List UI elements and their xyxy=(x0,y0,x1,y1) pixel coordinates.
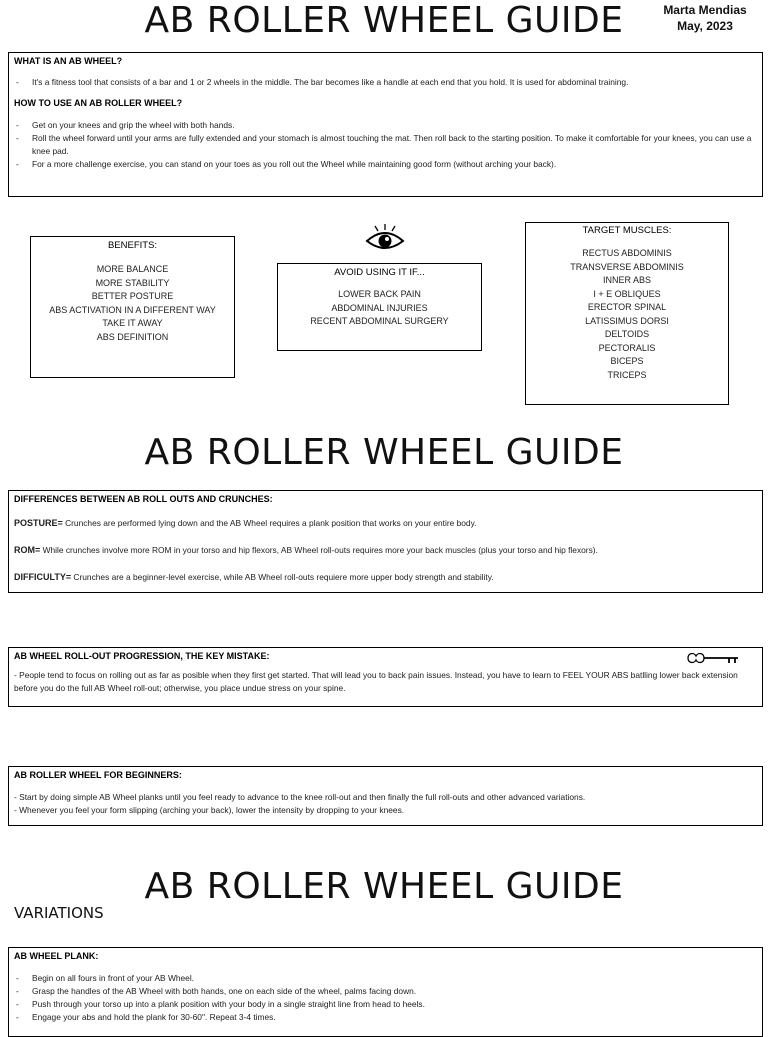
plank-list xyxy=(14,972,757,1024)
list-item: LATISSIMUS DORSI xyxy=(585,315,669,326)
beginners-box xyxy=(8,766,763,826)
avoid-heading: AVOID USING IT IF... xyxy=(334,267,425,278)
difference-label: ROM= xyxy=(14,545,41,555)
list-item: - Engage your abs and hold the plank for 30-60". Repeat 3-4 times. xyxy=(14,1011,757,1024)
author-name: Marta Mendias xyxy=(663,3,747,17)
differences-box xyxy=(8,490,763,593)
author-block xyxy=(650,2,760,34)
benefits-list xyxy=(31,263,234,344)
eye-icon xyxy=(364,222,406,254)
difference-label: DIFFICULTY= xyxy=(14,572,72,582)
page-title-3: AB ROLLER WHEEL GUIDE xyxy=(144,866,624,907)
list-item: TRANSVERSE ABDOMINIS xyxy=(570,261,684,272)
variations-label: VARIATIONS xyxy=(14,904,104,922)
list-item: DELTOIDS xyxy=(604,329,650,339)
beginners-line: - Whenever you feel your form slipping (arching your back), lower the intensity by dropping to your knees. xyxy=(14,805,405,815)
list-item: - It's a fitness tool that consists of a bar and 1 or 2 wheels in the middle. The bar becomes like a handle at each end that you hold. It is used for abdominal training. xyxy=(14,76,757,89)
list-item: - Push through your torso up into a plank position with your body in a single straight line from head to heels. xyxy=(14,998,757,1011)
list-item: MORE BALANCE xyxy=(96,264,169,274)
avoid-list xyxy=(278,288,481,329)
author-date: May, 2023 xyxy=(677,19,733,33)
difference-difficulty xyxy=(14,571,757,584)
list-item: - Begin on all fours in front of your AB Wheel. xyxy=(14,972,757,985)
list-item: I + E OBLIQUES xyxy=(593,288,661,299)
list-item: TRICEPS xyxy=(607,369,647,380)
what-heading: WHAT IS AN AB WHEEL? xyxy=(14,56,123,66)
what-list xyxy=(14,76,757,89)
list-item: BICEPS xyxy=(610,356,644,366)
list-item: LOWER BACK PAIN xyxy=(338,289,421,299)
differences-heading: DIFFERENCES BETWEEN AB ROLL OUTS AND CRUNCHES: xyxy=(14,494,273,504)
beginners-line: - Start by doing simple AB Wheel planks until you feel ready to advance to the knee roll-out and then finally the full roll-outs and other advanced variations. xyxy=(14,792,586,802)
beginners-heading: AB ROLLER WHEEL FOR BEGINNERS: xyxy=(14,770,182,780)
target-heading: TARGET MUSCLES: xyxy=(582,225,672,236)
difference-text: While crunches involve more ROM in your torso and hip flexors, AB Wheel roll-outs requires more your back muscles (plus your torso and hip flexors). xyxy=(40,545,598,555)
difference-label: POSTURE= xyxy=(14,518,63,528)
benefits-heading: BENEFITS: xyxy=(107,240,158,251)
list-item: ABDOMINAL INJURIES xyxy=(331,302,428,313)
list-item: - Get on your knees and grip the wheel with both hands. xyxy=(14,119,757,132)
list-item: - For a more challenge exercise, you can stand on your toes as you roll out the Wheel while maintaining good form (without arching your back). xyxy=(14,158,757,171)
list-item: ABS DEFINITION xyxy=(96,331,169,342)
target-list xyxy=(526,247,728,382)
page-title: AB ROLLER WHEEL GUIDE xyxy=(144,0,624,41)
difference-rom xyxy=(14,544,757,557)
list-item: ABS ACTIVATION IN A DIFFERENT WAY xyxy=(49,304,216,315)
list-item: - Roll the wheel forward until your arms are fully extended and your stomach is almost touching the mat. Then roll back to the starting position. To make it comfortable for your knees, you can use a knee pad. xyxy=(14,132,757,158)
intro-box xyxy=(8,52,763,197)
target-box xyxy=(525,222,729,405)
avoid-box xyxy=(277,263,482,351)
plank-heading: AB WHEEL PLANK: xyxy=(14,951,99,961)
list-item: PECTORALIS xyxy=(598,342,656,353)
progression-heading: AB WHEEL ROLL-OUT PROGRESSION, THE KEY MISTAKE: xyxy=(14,651,270,661)
list-item: INNER ABS xyxy=(602,275,651,285)
benefits-box xyxy=(30,236,235,378)
progression-box xyxy=(8,647,763,707)
page-title-2: AB ROLLER WHEEL GUIDE xyxy=(144,432,624,473)
key-icon xyxy=(685,650,741,671)
difference-posture xyxy=(14,517,757,530)
list-item: BETTER POSTURE xyxy=(91,291,174,301)
list-item: ERECTOR SPINAL xyxy=(587,302,667,312)
list-item: - Grasp the handles of the AB Wheel with both hands, one on each side of the wheel, palms facing down. xyxy=(14,985,757,998)
how-heading: HOW TO USE AN AB ROLLER WHEEL? xyxy=(14,98,183,108)
list-item: RECENT ABDOMINAL SURGERY xyxy=(310,316,449,326)
list-item: TAKE IT AWAY xyxy=(102,318,163,328)
progression-text: - People tend to focus on rolling out as far as posible when they first get started. That will lead you to back pain issues. Instead, you have to learn to FEEL YOUR ABS batlling lower back extension before you do the full AB Wheel roll-out; otherwise, you place undue stress on your spine. xyxy=(14,670,738,693)
how-list xyxy=(14,119,757,171)
list-item: RECTUS ABDOMINIS xyxy=(582,248,672,258)
difference-text: Crunches are performed lying down and the AB Wheel requires a plank position that works on your entire body. xyxy=(62,518,477,528)
difference-text: Crunches are a beginner-level exercise, while AB Wheel roll-outs requiere more upper body strength and stability. xyxy=(71,572,494,582)
list-item: MORE STABILITY xyxy=(95,277,170,288)
